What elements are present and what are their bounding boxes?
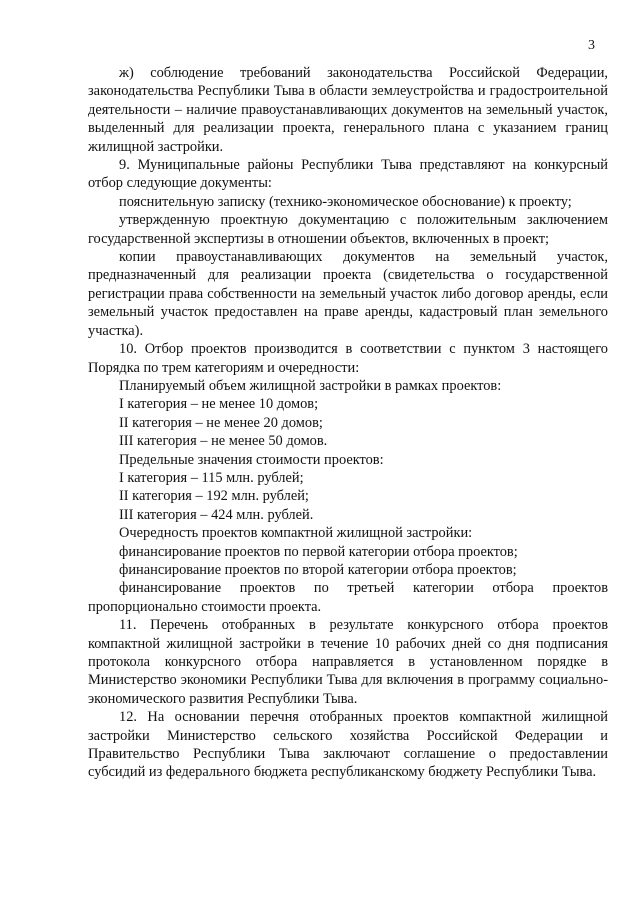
paragraph-10-intro: 10. Отбор проектов производится в соответствии с пунктом 3 настоящего Порядка по трем категориям и очередности: [88, 341, 608, 376]
priority-item-1: финансирование проектов по первой категории отбора проектов; [119, 543, 518, 560]
list-item-project-documentation: утвержденную проектную документацию с положительным заключением государственной экспертизы в отношении объектов, включенных в проект; [88, 212, 608, 247]
housing-volume-category-1: I категория – не менее 10 домов; [119, 396, 319, 413]
paragraph-9-intro: 9. Муниципальные районы Республики Тыва представляют на конкурсный отбор следующие документы: [88, 157, 608, 192]
cost-limit-category-3: III категория – 424 млн. рублей. [119, 506, 314, 523]
housing-volume-heading: Планируемый объем жилищной застройки в рамках проектов: [119, 377, 502, 394]
list-item-land-documents: копии правоустанавливающих документов на земельный участок, предназначенный для реализации проекта (свидетельства о государственной регистрации права собственности на земельный участок либо договор аренды, если земельный участок предоставлен на праве аренды, кадастровый план земельного участка). [88, 249, 608, 339]
cost-limit-category-2: II категория – 192 млн. рублей; [119, 488, 309, 505]
housing-volume-category-2: II категория – не менее 20 домов; [119, 414, 323, 431]
priority-item-3: финансирование проектов по третьей категории отбора проектов пропорционально стоимости проекта. [88, 580, 608, 615]
paragraph-zh-requirements: ж) соблюдение требований законодательства Российской Федерации, законодательства Республики Тыва в области землеустройства и градостроительной деятельности – наличие правоустанавливающих документов на земельный участок, выделенный для реализации проекта, генерального плана с указанием границ жилищной застройки. [88, 65, 608, 155]
paragraph-12: 12. На основании перечня отобранных проектов компактной жилищной застройки Министерство сельского хозяйства Российской Федерации и Правительство Республики Тыва заключают соглашение о предоставлении субсидий из федерального бюджета республиканскому бюджету Республики Тыва. [88, 709, 608, 781]
page-number: 3 [588, 38, 595, 53]
priority-item-2: финансирование проектов по второй категории отбора проектов; [119, 561, 517, 578]
cost-limit-category-1: I категория – 115 млн. рублей; [119, 469, 304, 486]
priority-heading: Очередность проектов компактной жилищной застройки: [119, 525, 473, 542]
document-body [88, 64, 608, 782]
cost-limits-heading: Предельные значения стоимости проектов: [119, 451, 384, 468]
list-item-explanatory-note: пояснительную записку (технико-экономическое обоснование) к проекту; [119, 193, 572, 210]
paragraph-11: 11. Перечень отобранных в результате конкурсного отбора проектов компактной жилищной застройки в течение 10 рабочих дней со дня подписания протокола конкурсного отбора направляется в установленном порядке в Министерство экономики Республики Тыва для включения в программу социально-экономического развития Республики Тыва. [88, 617, 608, 707]
housing-volume-category-3: III категория – не менее 50 домов. [119, 433, 328, 450]
